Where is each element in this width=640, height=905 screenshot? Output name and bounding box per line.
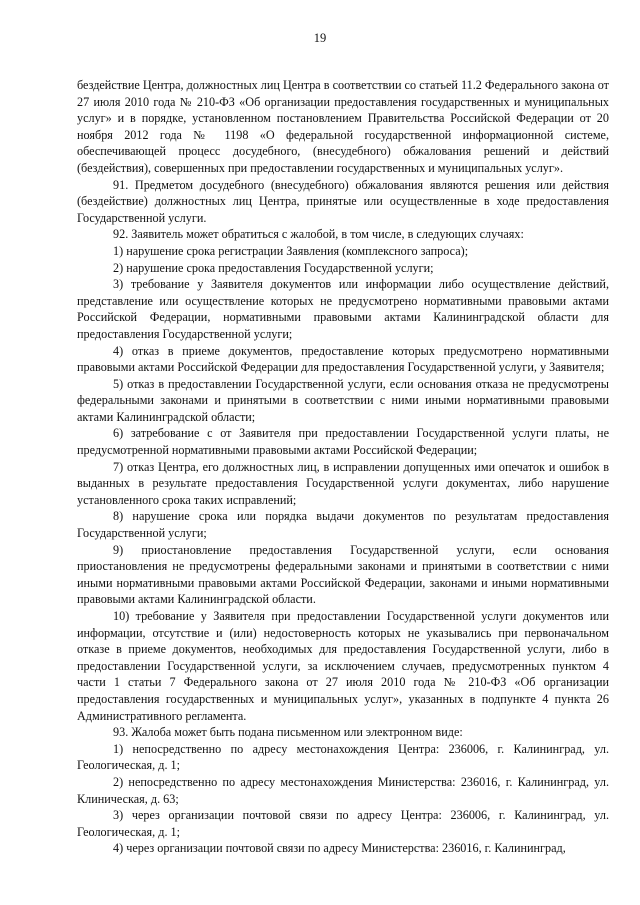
paragraph-92: 92. Заявитель может обратиться с жалобой, в том числе, в следующих случаях: [113, 227, 524, 242]
paragraph-92-item-5: 5) отказ в предоставлении Государственной услуги, если основания отказа не предусмотрены федеральными законами и принятыми в соответствии с ними иными нормативными правовыми актами Калининградской области; [77, 376, 609, 424]
paragraph-93: 93. Жалоба может быть подана письменном или электронном виде: [113, 725, 463, 740]
paragraph-92-item-2: 2) нарушение срока предоставления Государственной услуги; [113, 260, 434, 275]
paragraph-91: 91. Предметом досудебного (внесудебного) обжалования являются решения или действия (бездействие) должностных лиц Центра, принятые или осуществленные в ходе предоставления Государственной услуги. [77, 177, 609, 225]
paragraph-92-item-4: 4) отказ в приеме документов, предоставление которых предусмотрено нормативными правовыми актами Российской Федерации для предоставления Государственной услуги, у Заявителя; [77, 343, 609, 375]
paragraph-92-item-7: 7) отказ Центра, его должностных лиц, в исправлении допущенных ими опечаток и ошибок в выданных в результате предоставления Государственной услуги документах, либо нарушение установленного срока таких исправлений; [77, 459, 609, 507]
page-number: 19 [313, 31, 327, 45]
paragraph-92-item-8: 8) нарушение срока или порядка выдачи документов по результатам предоставления Государственной услуги; [77, 509, 609, 541]
paragraph-93-item-3: 3) через организации почтовой связи по адресу Центра: 236006, г. Калининград, ул. Геологическая, д. 1; [77, 808, 609, 839]
paragraph-93-item-4: 4) через организации почтовой связи по адресу Министерства: 236016, г. Калининград, [113, 841, 566, 856]
paragraph-continuation: бездействие Центра, должностных лиц Центра в соответствии со статьей 11.2 Федерального закона от 27 июля 2010 года № 210-ФЗ «Об организации предоставления государственных и муниципальных услуг» и в порядке, установленном постановлением Правительства Российской Федерации от 20 ноября 2012 года № 1198 «О федеральной государственной информационной системе, обеспечивающей процесс досудебного, (внесудебного) обжалования решений и действий (бездействия), совершенных при предоставлении государственных и муниципальных услуг». [77, 78, 609, 175]
paragraph-92-item-1: 1) нарушение срока регистрации Заявления (комплексного запроса); [113, 243, 469, 258]
paragraph-93-item-1: 1) непосредственно по адресу местонахождения Центра: 236006, г. Калининград, ул. Геологическая, д. 1; [77, 741, 609, 773]
paragraph-92-item-3: 3) требование у Заявителя документов или информации либо осуществление действий, представление или осуществление которых не предусмотрено нормативными правовыми актами Российской Федерации, нормативными правовыми актами Калининградской области для предоставления Государственной услуги; [77, 277, 609, 341]
paragraph-92-item-6: 6) затребование с от Заявителя при предоставлении Государственной услуги платы, не предусмотренной нормативными правовыми актами Российской Федерации; [77, 426, 609, 458]
document-body [77, 77, 609, 857]
paragraph-93-item-2: 2) непосредственно по адресу местонахождения Министерства: 236016, г. Калининград, ул. Клиническая, д. 63; [77, 774, 609, 806]
paragraph-92-item-9: 9) приостановление предоставления Государственной услуги, если основания приостановления не предусмотрены федеральными законами и принятыми в соответствии с ними иными нормативными правовыми актами Российской Федерации, законами и иными нормативными правовыми актами Калининградской области. [77, 542, 609, 607]
paragraph-92-item-10: 10) требование у Заявителя при предоставлении Государственной услуги документов или информации, отсутствие и (или) недостоверность которых не указывались при первоначальном отказе в приеме документов, необходимых для предоставления Государственной услуги, либо в предоставлении Государственной услуги, за исключением случаев, предусмотренных пунктом 4 части 1 статьи 7 Федерального закона от 27 июля 2010 года № 210-ФЗ «Об организации предоставления государственных и муниципальных услуг», указанных в подпункте 4 пункта 26 Административного регламента. [77, 609, 609, 723]
